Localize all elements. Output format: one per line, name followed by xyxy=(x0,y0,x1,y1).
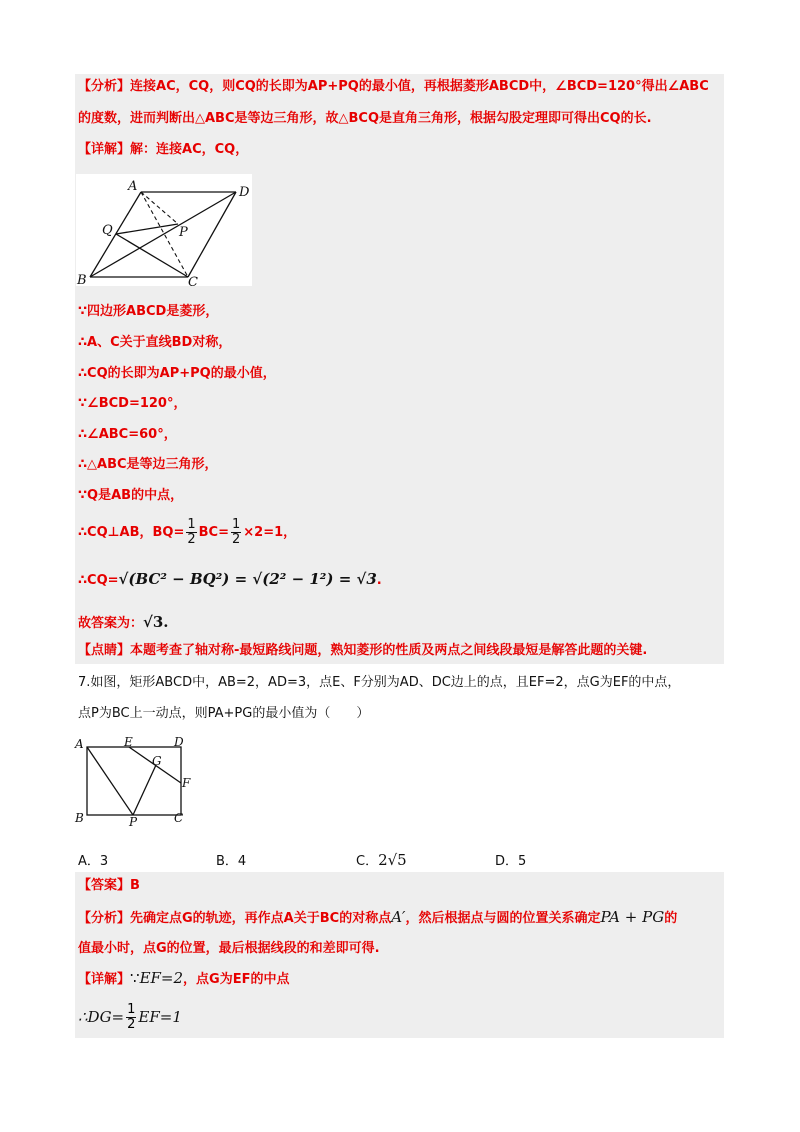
option-a-letter: A． xyxy=(78,854,100,869)
question-7-line-2: 点P为BC上一动点，则PA+PG的最小值为（ ） xyxy=(78,706,370,721)
analysis-line-2 xyxy=(78,110,652,128)
dg-line xyxy=(78,1000,182,1034)
step-9-post: . xyxy=(376,573,382,588)
fraction-half-2 xyxy=(231,518,241,547)
fig2-label-g: G xyxy=(152,754,162,768)
analysis-text-1: 连接AC，CQ，则CQ的长即为AP+PQ的最小值，再根据菱形ABCD中，∠BCD=120°得出∠ABC xyxy=(130,79,709,94)
step-9 xyxy=(78,570,382,590)
comment-line xyxy=(78,642,647,660)
question-7-line-1: 7.如图，矩形ABCD中，AB=2，AD=3，点E、F分别为AD、DC边上的点，且EF=2，点G为EF的中点， xyxy=(78,675,681,690)
step-5: ∴∠ABC=60°， xyxy=(78,427,177,442)
detail-tag: 【详解】 xyxy=(78,142,131,157)
step-8-post: ×2=1， xyxy=(243,525,297,540)
frac-num: 1 xyxy=(231,517,241,532)
option-d-value: 5 xyxy=(518,854,527,869)
option-a-value: 3 xyxy=(99,854,109,869)
frac-num: 1 xyxy=(187,517,196,532)
answer-b-line xyxy=(78,877,140,895)
pa-pg-expr: PA + PG xyxy=(600,908,665,926)
detail-text: 解：连接AC，CQ， xyxy=(130,142,249,157)
step-8-pre: ∴CQ⊥AB，BQ= xyxy=(78,525,185,540)
analysis2-mid: ，然后根据点与圆的位置关系确定 xyxy=(405,911,601,926)
analysis2-line-1 xyxy=(78,908,677,928)
frac-den: 2 xyxy=(127,1017,136,1032)
because-symbol: ∵ xyxy=(130,969,140,987)
step-9-pre: ∴CQ= xyxy=(78,573,119,588)
fig1-label-d: D xyxy=(239,185,250,200)
option-c[interactable] xyxy=(356,850,407,869)
fig1-label-p: P xyxy=(179,225,188,240)
step-1: ∵四边形ABCD是菱形， xyxy=(78,304,219,319)
point-a-prime: A′ xyxy=(391,908,406,926)
fig1-label-a: A xyxy=(128,179,138,194)
frac-den: 2 xyxy=(231,532,241,547)
fig2-label-a: A xyxy=(75,737,84,751)
detail-line xyxy=(78,141,248,159)
fig1-label-q: Q xyxy=(102,223,113,238)
option-d[interactable] xyxy=(495,850,526,869)
dg-pre: ∴DG= xyxy=(78,1008,125,1026)
analysis2-line-2: 值最小时，点G的位置，最后根据线段的和差即可得. xyxy=(78,941,380,956)
comment-tag: 【点睛】 xyxy=(78,643,131,658)
answer-line xyxy=(78,613,169,633)
option-a[interactable] xyxy=(78,850,108,869)
comment-text: 本题考查了轴对称-最短路线问题，熟知菱形的性质及两点之间线段最短是解答此题的关键. xyxy=(130,643,648,658)
fig2-label-b: B xyxy=(75,811,84,825)
option-b[interactable] xyxy=(216,850,246,869)
fraction-half-3 xyxy=(126,1003,136,1032)
detail2-line xyxy=(78,969,289,989)
analysis2-post: 的 xyxy=(664,911,678,926)
step-2: ∴A、C关于直线BD对称， xyxy=(78,335,232,350)
rhombus-figure xyxy=(76,174,252,286)
analysis2-tag: 【分析】 xyxy=(78,911,131,926)
fraction-half-1 xyxy=(186,518,196,547)
fig1-label-b: B xyxy=(77,273,87,286)
step-6: ∴△ABC是等边三角形， xyxy=(78,457,218,472)
detail2-tag: 【详解】 xyxy=(78,972,131,987)
rectangle-figure xyxy=(74,736,194,828)
step-4: ∵∠BCD=120°， xyxy=(78,396,187,411)
detail2-post: ，点G为EF的中点 xyxy=(183,972,290,987)
analysis2-pre: 先确定点G的轨迹，再作点A关于BC的对称点 xyxy=(130,911,392,926)
frac-num: 1 xyxy=(127,1002,136,1017)
answer-label: 故答案为： xyxy=(78,616,144,631)
fig2-label-p: P xyxy=(129,815,138,828)
option-c-letter: C． xyxy=(356,854,379,869)
answer-letter: B xyxy=(130,878,140,893)
frac-den: 2 xyxy=(187,532,196,547)
step-8-mid: BC= xyxy=(198,525,229,540)
analysis-line-1 xyxy=(78,78,709,96)
dg-post: EF=1 xyxy=(138,1008,182,1026)
option-d-letter: D． xyxy=(495,854,519,869)
option-b-value: 4 xyxy=(237,854,247,869)
analysis-tag: 【分析】 xyxy=(78,79,131,94)
ef-expr: EF=2 xyxy=(139,969,184,987)
fig2-label-d: D xyxy=(174,736,184,749)
fig2-label-f: F xyxy=(182,776,191,790)
answer-tag: 【答案】 xyxy=(78,878,131,893)
answer-value: √3. xyxy=(143,613,169,631)
step-8 xyxy=(78,516,296,550)
fig2-label-c: C xyxy=(174,811,184,825)
cq-formula: √(BC² − BQ²) = √(2² − 1²) = √3 xyxy=(118,570,377,588)
option-b-letter: B． xyxy=(216,854,238,869)
fig2-label-e: E xyxy=(124,736,133,749)
option-c-value: 2√5 xyxy=(378,851,407,869)
analysis-text-2: 的度数，进而判断出△ABC是等边三角形，故△BCQ是直角三角形，根据勾股定理即可得出CQ的长. xyxy=(78,111,652,126)
step-7: ∵Q是AB的中点， xyxy=(78,488,184,503)
step-3: ∴CQ的长即为AP+PQ的最小值， xyxy=(78,366,276,381)
fig1-label-c: C xyxy=(188,275,198,286)
